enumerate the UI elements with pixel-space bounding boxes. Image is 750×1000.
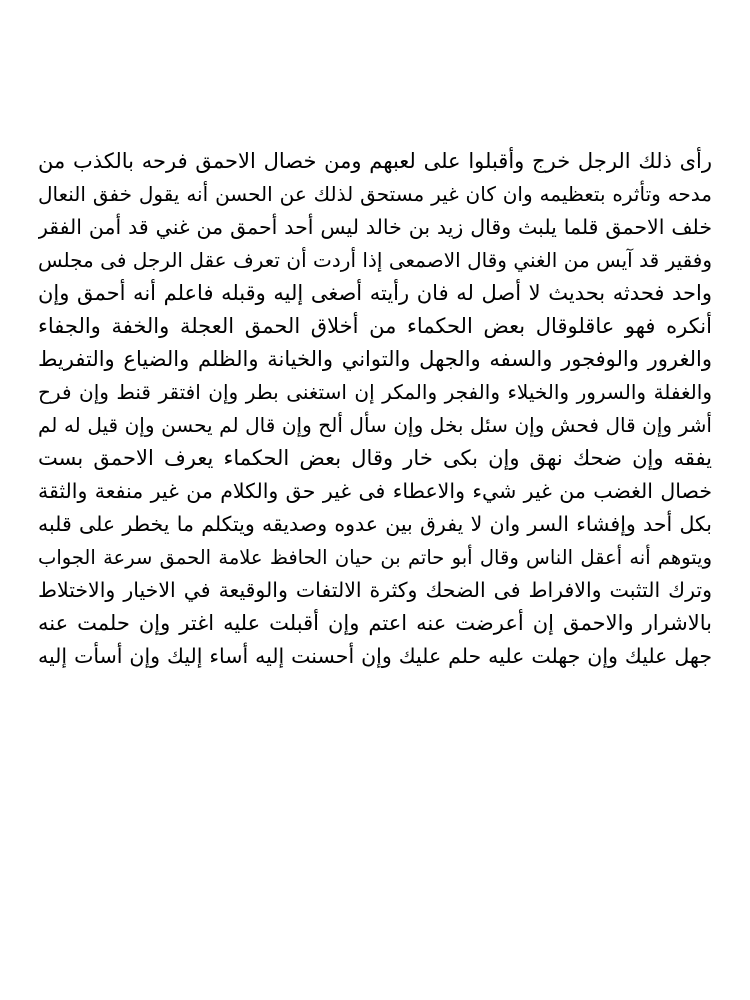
text-line-3: خلف الاحمق قلما يلبث وقال زيد بن خالد ليس أحد أحمق من غني قد أمن الفقر (38, 215, 712, 239)
text-line-13: ويتوهم أنه أعقل الناس وقال أبو حاتم بن حيان الحافظ علامة الحمق سرعة الجواب (38, 546, 712, 569)
text-line-6: أنكره فهو عاقلوقال بعض الحكماء من أخلاق الحمق العجلة والخفة والجفاء (38, 314, 712, 338)
text-line-7: والغرور والوفجور والسفه والجهل والتواني والخيانة والظلم والضياع والتفريط (38, 347, 712, 371)
text-line-14: وترك التثبت والافراط فى الضحك وكثرة الالتفات والوقيعة في الاخيار والاختلاط (38, 578, 712, 602)
text-line-4: وفقير قد آيس من الغني وقال الاصمعى إذا أردت أن تعرف عقل الرجل فى مجلس (38, 248, 712, 272)
text-line-12: بكل أحد وإفشاء السر وان لا يفرق بين عدوه وصديقه ويتكلم ما يخطر على قلبه (38, 512, 712, 536)
text-line-1: رأى ذلك الرجل خرج وأقبلوا على لعبهم ومن خصال الاحمق فرحه بالكذب من (38, 149, 712, 173)
text-line-8: والغفلة والسرور والخيلاء والفجر والمكر إن استغنى بطر وإن افتقر قنط وإن فرح (38, 380, 712, 404)
document-body-text (38, 145, 712, 673)
text-line-16: جهل عليك وإن جهلت عليه حلم عليك وإن أحسنت إليه أساء إليك وإن أسأت إليه (38, 644, 712, 668)
text-line-2: مدحه وتأثره بتعظيمه وان كان غير مستحق لذلك عن الحسن أنه يقول خفق النعال (38, 182, 712, 206)
text-line-5: واحد فحدثه بحديث لا أصل له فان رأيته أصغى إليه وقبله فاعلم أنه أحمق وإن (38, 281, 712, 305)
text-line-11: خصال الغضب من غير شيء والاعطاء فى غير حق والكلام من غير منفعة والثقة (38, 479, 712, 503)
text-line-9: أشر وإن قال فحش وإن سئل بخل وإن سأل ألح وإن قال لم يحسن وإن قيل له لم (38, 413, 712, 437)
text-line-10: يفقه وإن ضحك نهق وإن بكى خار وقال بعض الحكماء يعرف الاحمق بست (38, 446, 712, 470)
text-line-15: بالاشرار والاحمق إن أعرضت عنه اعتم وإن أقبلت عليه اغتر وإن حلمت عنه (38, 611, 712, 635)
